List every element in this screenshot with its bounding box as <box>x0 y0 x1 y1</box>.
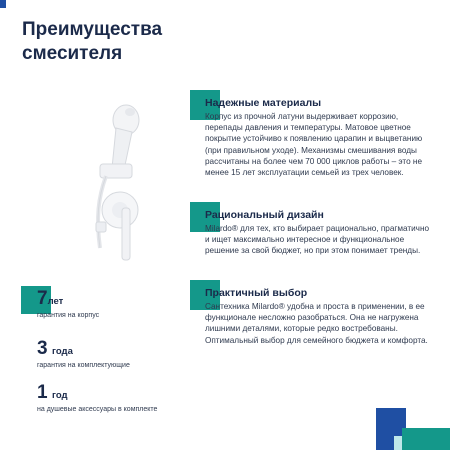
feature-materials <box>193 96 433 178</box>
stat-description: гарантия на комплектующие <box>37 362 130 369</box>
stat-description: гарантия на корпус <box>37 312 100 319</box>
stat-warranty-accessories <box>37 382 157 414</box>
feature-text: Milardo® для тех, кто выбирает рационально, прагматично и ищет максимально интересное и функциональное решение за свой бюджет, но при этом понимает тренды. <box>205 224 430 256</box>
stat-warranty-parts <box>37 338 130 370</box>
feature-design <box>193 208 433 257</box>
stat-unit: лет <box>47 296 64 307</box>
title-line-1: Преимущества <box>22 19 163 40</box>
hygienic-shower-mixer-icon <box>56 98 166 268</box>
feature-text: Сантехника Milardo® удобна и проста в применении, в ее функционале несложно разобраться. Она не нагружена лишними деталями, которые редко востребованы. Оптимальный выбор для семейного бюджета и комфорта. <box>205 302 428 345</box>
stat-number: 1 <box>37 382 48 403</box>
feature-practical <box>193 286 433 346</box>
decor-teal-block <box>402 428 450 450</box>
feature-title: Надежные материалы <box>205 97 322 109</box>
stat-unit: года <box>52 346 73 357</box>
title-line-2: смесителя <box>22 43 123 64</box>
page-title <box>22 18 192 66</box>
stat-description: на душевые аксессуары в комплекте <box>37 406 158 413</box>
feature-title: Практичный выбор <box>205 287 308 299</box>
feature-text: Корпус из прочной латуни выдерживает коррозию, перепады давления и температуры. Матовое цветное покрытие устойчиво к появлению царапин и выцветанию (при правильном уходе). Механизмы смешивания воды рассчитаны на более чем 70 000 циклов работы – это не менее 15 лет эксплуатации семьей из трех человек. <box>205 112 423 178</box>
stat-number: 3 <box>37 338 48 359</box>
stat-unit: год <box>52 390 68 401</box>
stat-number: 7 <box>37 288 48 309</box>
corner-mark <box>0 0 6 8</box>
feature-title: Рациональный дизайн <box>205 209 324 221</box>
stat-warranty-body <box>37 288 99 320</box>
